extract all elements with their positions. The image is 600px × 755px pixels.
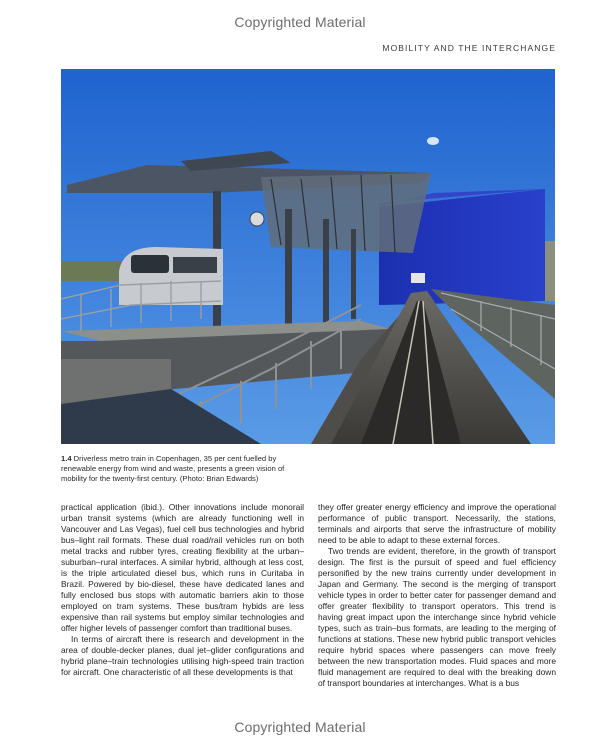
body-column-right: [318, 502, 556, 689]
figure-number: 1.4: [61, 454, 72, 463]
figure-caption-text: Driverless metro train in Copenhagen, 35 per cent fuelled by renewable energy from wind and waste, presents a green vision of mobility for the twenty-first century. (Photo: Brian Edwards): [61, 454, 285, 484]
paragraph: In terms of aircraft there is research and development in the area of double-decker planes, dual jet–glider configurations and hybrid plane–train technologies utilising high-speed train traction for aircraft. One characteristic of all these developments is that: [61, 634, 304, 678]
paragraph: practical application (ibid.). Other innovations include monorail urban transit systems (which are already functioning well in Vancouver and Las Vegas), fuel cell bus technologies and hybrid bus–light rail formats. These dual road/rail vehicles run on both metal tracks and rubber tyres, creating flexibility at the urban–suburban–rural interfaces. A similar hybrid, although at less cost, is the triple articulated diesel bus, which runs in Curitaba in Brazil. Powered by bio-diesel, these have dedicated lanes and fully enclosed bus stops with automatic barriers akin to those employed on tram systems. These bus/tram hybids are less expensive than rail systems but employ similar technologies and offer higher levels of passenger comfort than traditional buses.: [61, 502, 304, 634]
running-head: MOBILITY AND THE INTERCHANGE: [382, 43, 556, 53]
body-column-left: [61, 502, 304, 678]
copyright-watermark-bottom: Copyrighted Material: [234, 719, 366, 735]
copyright-watermark-top: Copyrighted Material: [234, 14, 366, 30]
paragraph: Two trends are evident, therefore, in the growth of transport design. The first is the pursuit of speed and fuel efficiency personified by the new trains currently under development in Japan and Germany. The second is the merging of transport vehicle types in order to better cater for passenger demand and offer greater flexibility to transport operators. This trend is having great impact upon the interchange since hybrid vehicle types, such as train–bus formats, are leading to the merging of functions at stations. These new hybrid public transport vehicles require hybrid spaces where passengers can move freely between the new transportation modes. Fluid spaces and more fluid management are required to deal with the breaking down of transport boundaries at interchanges. What is a bus: [318, 546, 556, 689]
figure-caption: [61, 454, 311, 485]
paragraph: they offer greater energy efficiency and improve the operational performance of public transport. Necessarily, the stations, terminals and airports that serve the infrastructure of mobility need to be able to adapt to these external forces.: [318, 502, 556, 546]
figure-photo: [61, 69, 555, 444]
